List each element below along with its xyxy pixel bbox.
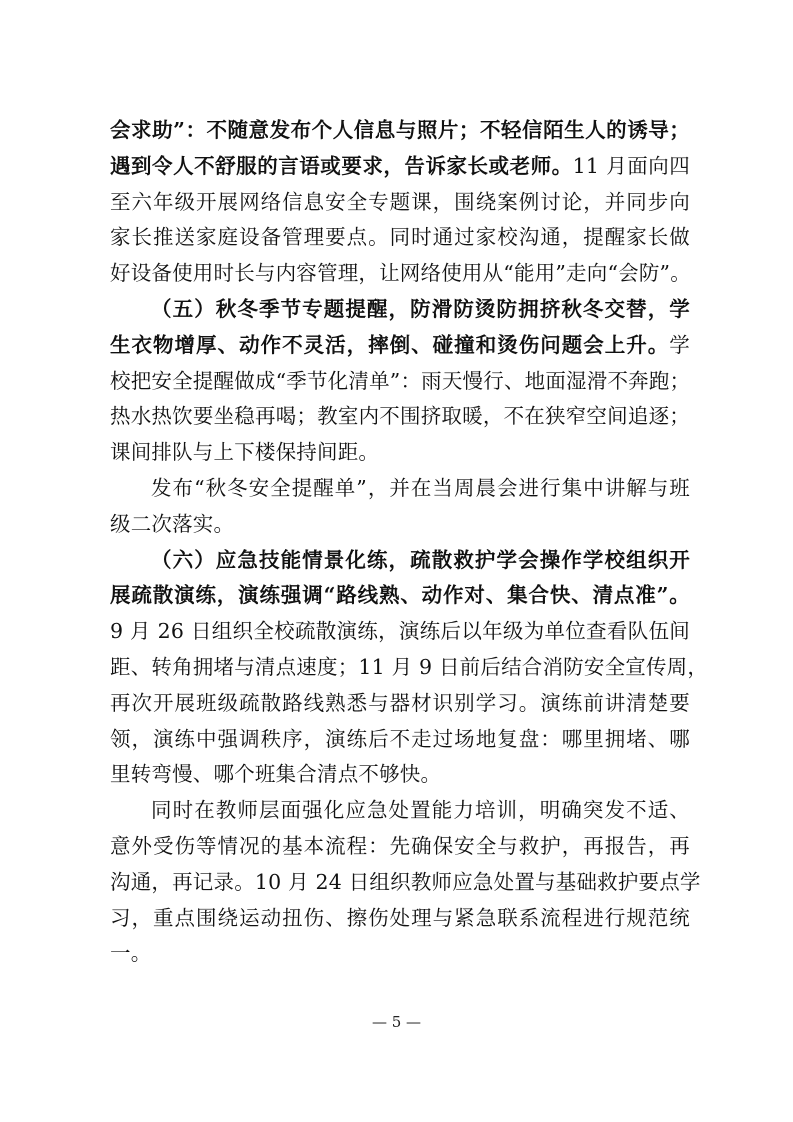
text-line-22: 沟通，再记录。10 月 24 日组织教师应急处置与基础救护要点学: [110, 869, 701, 894]
text-line-21: 意外受伤等情况的基本流程：先确保安全与救护，再报告，再: [110, 833, 690, 858]
document-body: [110, 118, 709, 977]
text-line-15: 9 月 26 日组织全校疏散演练，演练后以年级为单位查看队伍间: [110, 619, 690, 644]
text-line-17: 再次开展班级疏散路线熟悉与器材识别学习。演练前讲清楚要: [110, 690, 690, 715]
text-line-24: 一。: [110, 941, 152, 966]
text-line-9: 热水热饮要坐稳再喝；教室内不围挤取暖，不在狭窄空间追逐；: [110, 404, 690, 429]
text-line-7: 生衣物增厚、动作不灵活，摔倒、碰撞和烫伤问题会上升。学: [110, 332, 690, 357]
text-line-8: 校把安全提醒做成“季节化清单”：雨天慢行、地面湿滑不奔跑；: [110, 368, 691, 393]
text-line-13: （六）应急技能情景化练，疏散救护学会操作学校组织开: [151, 547, 690, 572]
page-number: — 5 —: [371, 1013, 422, 1031]
text-line-23: 习，重点围绕运动扭伤、擦伤处理与紧急联系流程进行规范统: [110, 905, 690, 930]
text-line-19: 里转弯慢、哪个班集合清点不够快。: [110, 762, 442, 787]
text-line-10: 课间排队与上下楼保持间距。: [110, 440, 380, 465]
text-line-18: 领，演练中强调秩序，演练后不走过场地复盘：哪里拥堵、哪: [110, 726, 690, 751]
text-line-4: 家长推送家庭设备管理要点。同时通过家校沟通，提醒家长做: [110, 225, 690, 250]
text-line-12: 级二次落实。: [110, 511, 235, 536]
text-line-6: （五）秋冬季节专题提醒，防滑防烫防拥挤秋冬交替，学: [151, 296, 690, 321]
text-line-14: 展疏散演练，演练强调“路线熟、动作对、集合快、清点准”。: [110, 583, 690, 608]
text-line-5: 好设备使用时长与内容管理，让网络使用从“能用”走向“会防”。: [110, 261, 691, 286]
text-line-16: 距、转角拥堵与清点速度；11 月 9 日前后结合消防安全宣传周，: [110, 654, 709, 679]
text-line-20: 同时在教师层面强化应急处置能力培训，明确突发不适、: [151, 798, 690, 823]
text-line-3: 至六年级开展网络信息安全专题课，围绕案例讨论，并同步向: [110, 189, 690, 214]
text-line-11: 发布“秋冬安全提醒单”，并在当周晨会进行集中讲解与班: [151, 475, 690, 500]
text-line-1: 会求助”：不随意发布个人信息与照片；不轻信陌生人的诱导；: [110, 118, 690, 142]
text-line-2: 遇到令人不舒服的言语或要求，告诉家长或老师。11 月面向四: [110, 153, 690, 178]
